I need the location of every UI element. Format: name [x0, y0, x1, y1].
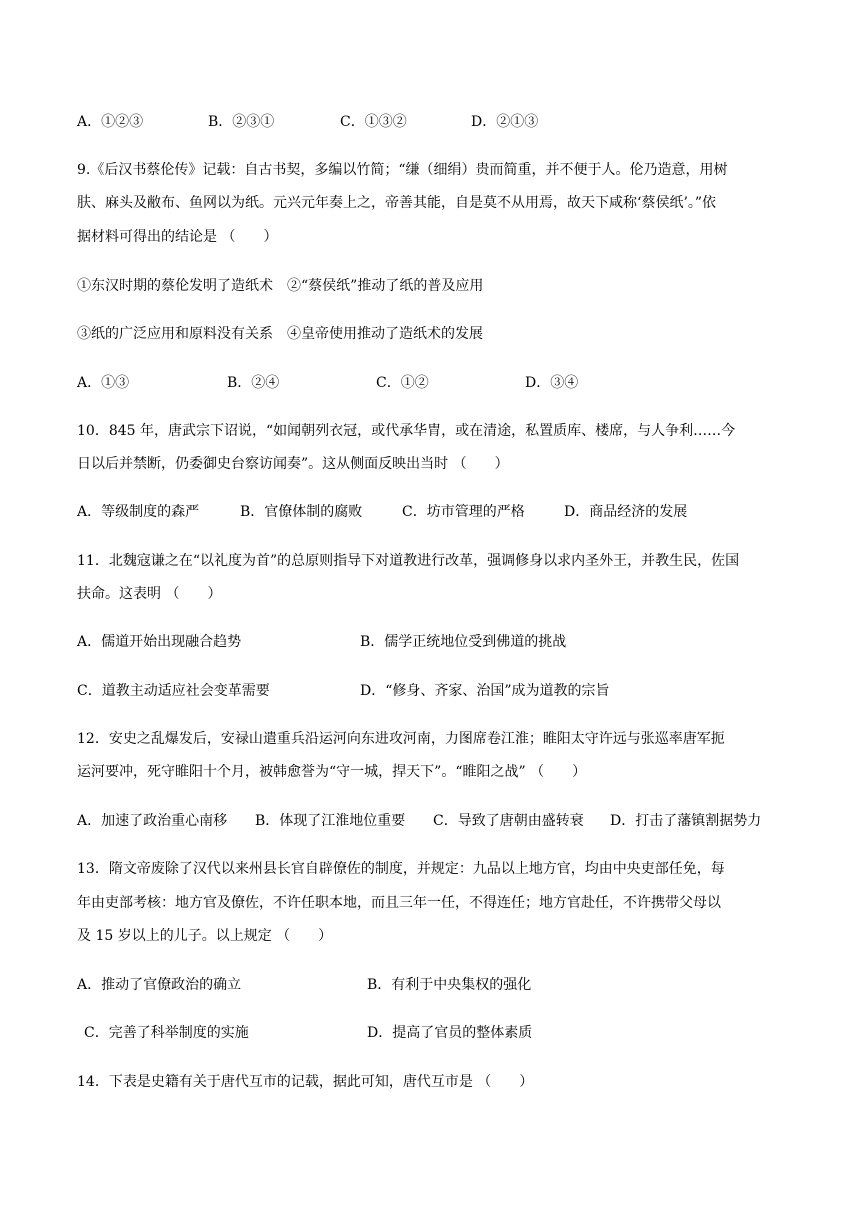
q11-stem-line-2: 扶命。这表明 （ ） [77, 586, 222, 602]
q13-stem-line-1: 13．隋文帝废除了汉代以来州县长官自辟僚佐的制度，并规定：九品以上地方官，均由中央吏部任免，每 [77, 861, 725, 877]
q9-option-c: C．①② [376, 375, 429, 391]
q12-option-d: D．打击了藩镇割据势力 [610, 813, 762, 829]
q12-option-a: A．加速了政治重心南移 [77, 813, 228, 829]
q9-stem-line-3: 据材料可得出的结论是 （ ） [77, 229, 278, 245]
q13-stem-line-2: 年由吏部考核：地方官及僚佐，不许任职本地，而且三年一任，不得连任；地方官赴任，不许携带父母以 [77, 895, 721, 911]
q8-option-c: C．①③② [340, 114, 407, 130]
q12-stem-line-1: 12．安史之乱爆发后，安禄山遣重兵沿运河向东进攻河南，力图席卷江淮；睢阳太守许远与张巡率唐军扼 [77, 731, 725, 747]
q10-option-a: A．等级制度的森严 [77, 504, 200, 520]
q11-option-a: A．儒道开始出现融合趋势 [77, 634, 242, 650]
q9-option-a: A．①③ [77, 375, 130, 391]
q8-option-d: D．②①③ [471, 114, 539, 130]
q13-option-d: D．提高了官员的整体素质 [367, 1025, 533, 1041]
q10-option-d: D．商品经济的发展 [564, 504, 688, 520]
q11-stem-line-1: 11．北魏寇谦之在“以礼度为首”的总原则指导下对道教进行改革，强调修身以求内圣外王，并教生民，佐国 [77, 553, 740, 569]
q10-option-b: B．官僚体制的腐败 [240, 504, 363, 520]
q8-option-b: B．②③① [208, 114, 275, 130]
q11-option-d: D．“修身、齐家、治国”成为道教的宗旨 [360, 683, 610, 699]
q9-stem-line-1: 9.《后汉书蔡伦传》记载：自古书契，多编以竹简；“缣（细绢）贵而简重，并不便于人。伦乃造意，用树 [77, 162, 728, 178]
q14-stem-line-1: 14．下表是史籍有关于唐代互市的记载，据此可知，唐代互市是 （ ） [77, 1074, 534, 1090]
q10-stem-line-1: 10．845 年，唐武宗下诏说，“如闻朝列衣冠，或代承华胄，或在清途，私置质库、楼席，与人争利……今 [77, 423, 736, 439]
q13-option-a: A．推动了官僚政治的确立 [77, 977, 242, 993]
q9-statements-1: ①东汉时期的蔡伦发明了造纸术 ②“蔡侯纸”推动了纸的普及应用 [77, 278, 484, 294]
q8-option-a: A．①②③ [77, 114, 144, 130]
q10-stem-line-2: 日以后并禁断，仍委御史台察访闻奏”。这从侧面反映出当时 （ ） [77, 456, 509, 472]
q13-stem-line-3: 及 15 岁以上的儿子。以上规定 （ ） [77, 928, 333, 944]
q12-option-b: B．体现了江淮地位重要 [255, 813, 406, 829]
q9-statements-2: ③纸的广泛应用和原料没有关系 ④皇帝使用推动了造纸术的发展 [77, 326, 483, 342]
q11-option-b: B．儒学正统地位受到佛道的挑战 [360, 634, 567, 650]
q9-stem-line-2: 肤、麻头及敝布、鱼网以为纸。元兴元年奏上之，帝善其能，自是莫不从用焉，故天下咸称‘蔡侯纸’。”依 [77, 195, 717, 211]
q11-option-c: C．道教主动适应社会变革需要 [77, 683, 270, 699]
q9-option-d: D．③④ [525, 375, 579, 391]
q13-option-c: C．完善了科举制度的实施 [84, 1025, 249, 1041]
q12-option-c: C．导致了唐朝由盛转衰 [433, 813, 584, 829]
q9-option-b: B．②④ [227, 375, 280, 391]
q13-option-b: B．有利于中央集权的强化 [367, 977, 532, 993]
q10-option-c: C．坊市管理的严格 [402, 504, 525, 520]
q12-stem-line-2: 运河要冲，死守睢阳十个月，被韩愈誉为“守一城，捍天下”。“睢阳之战” （ ） [77, 764, 587, 780]
